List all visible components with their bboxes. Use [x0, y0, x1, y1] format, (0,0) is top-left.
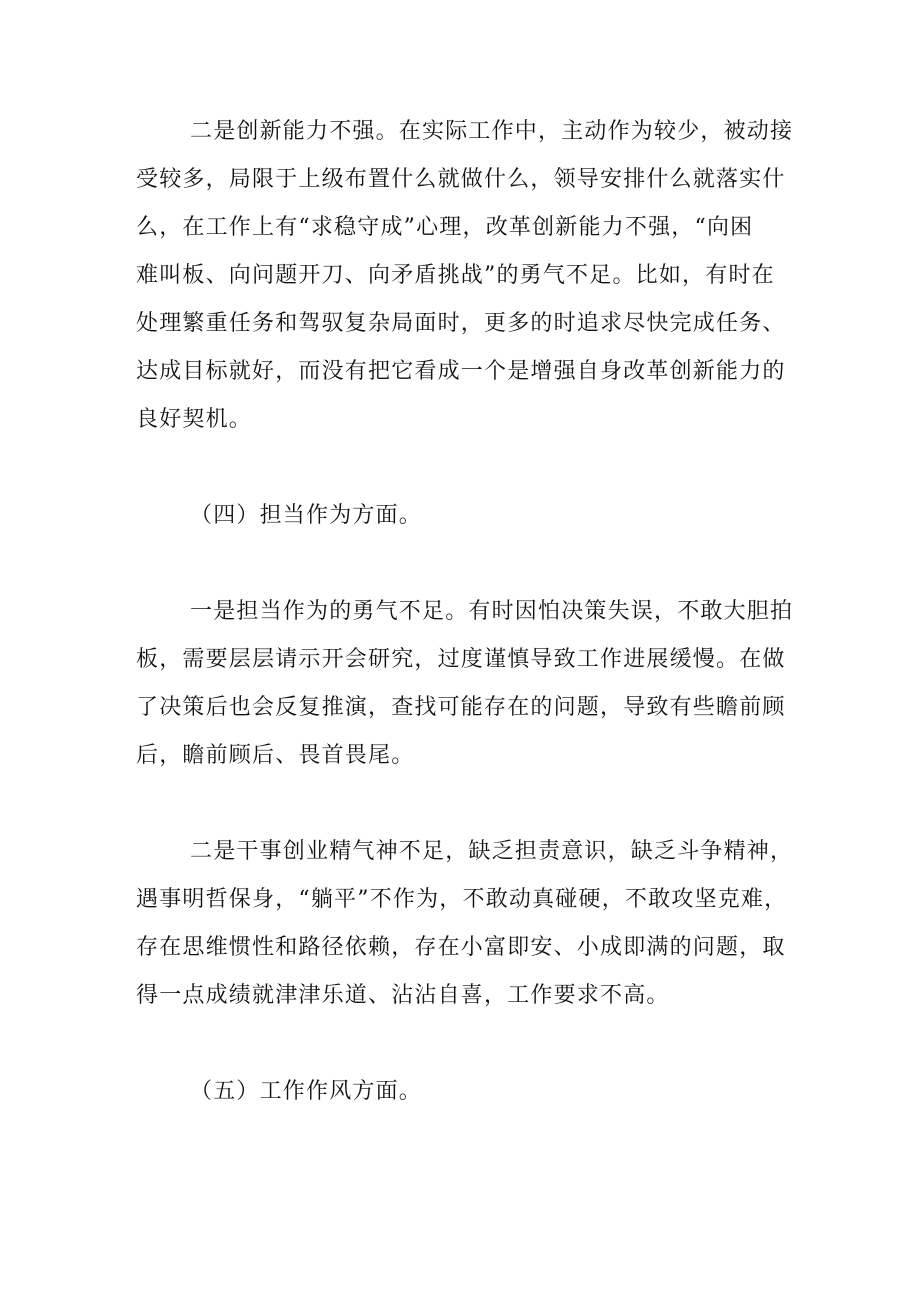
text-line: 了决策后也会反复推演，查找可能存在的问题，导致有些瞻前顾	[136, 695, 786, 720]
paragraph-courage	[136, 588, 796, 780]
text-line: 遇事明哲保身，“躺平”不作为，不敢动真碰硬，不敢攻坚克难，	[136, 887, 788, 912]
text-line: 板，需要层层请示开会研究，过度谨慎导致工作进展缓慢。在做	[136, 647, 786, 672]
text-line: 良好契机。	[136, 407, 253, 432]
text-line: 受较多，局限于上级布置什么就做什么，领导安排什么就落实什	[136, 167, 786, 192]
text-line: 难叫板、向问题开刀、向矛盾挑战”的勇气不足。比如，有时在	[136, 263, 775, 288]
text-line: 得一点成绩就津津乐道、沾沾自喜，工作要求不高。	[136, 983, 670, 1008]
paragraph-spirit	[136, 828, 796, 1020]
text-line: 二是干事创业精气神不足，缺乏担责意识，缺乏斗争精神，	[190, 839, 794, 864]
paragraph-innovation	[136, 108, 796, 444]
text-line: 达成目标就好，而没有把它看成一个是增强自身改革创新能力的	[136, 359, 786, 384]
text-line: 二是创新能力不强。在实际工作中，主动作为较少，被动接	[190, 119, 794, 144]
text-line: 处理繁重任务和驾驭复杂局面时，更多的时追求尽快完成任务、	[136, 311, 786, 336]
text-line: 后，瞻前顾后、畏首畏尾。	[136, 743, 415, 768]
text-line: 存在思维惯性和路径依赖，存在小富即安、小成即满的问题，取	[136, 935, 786, 960]
section-heading-4: （四）担当作为方面。	[190, 503, 423, 528]
text-line: 么，在工作上有“求稳守成”心理，改革创新能力不强，“向困	[136, 215, 754, 240]
text-line: 一是担当作为的勇气不足。有时因怕决策失误，不敢大胆拍	[190, 599, 794, 624]
section-heading-5: （五）工作作风方面。	[190, 1079, 423, 1104]
